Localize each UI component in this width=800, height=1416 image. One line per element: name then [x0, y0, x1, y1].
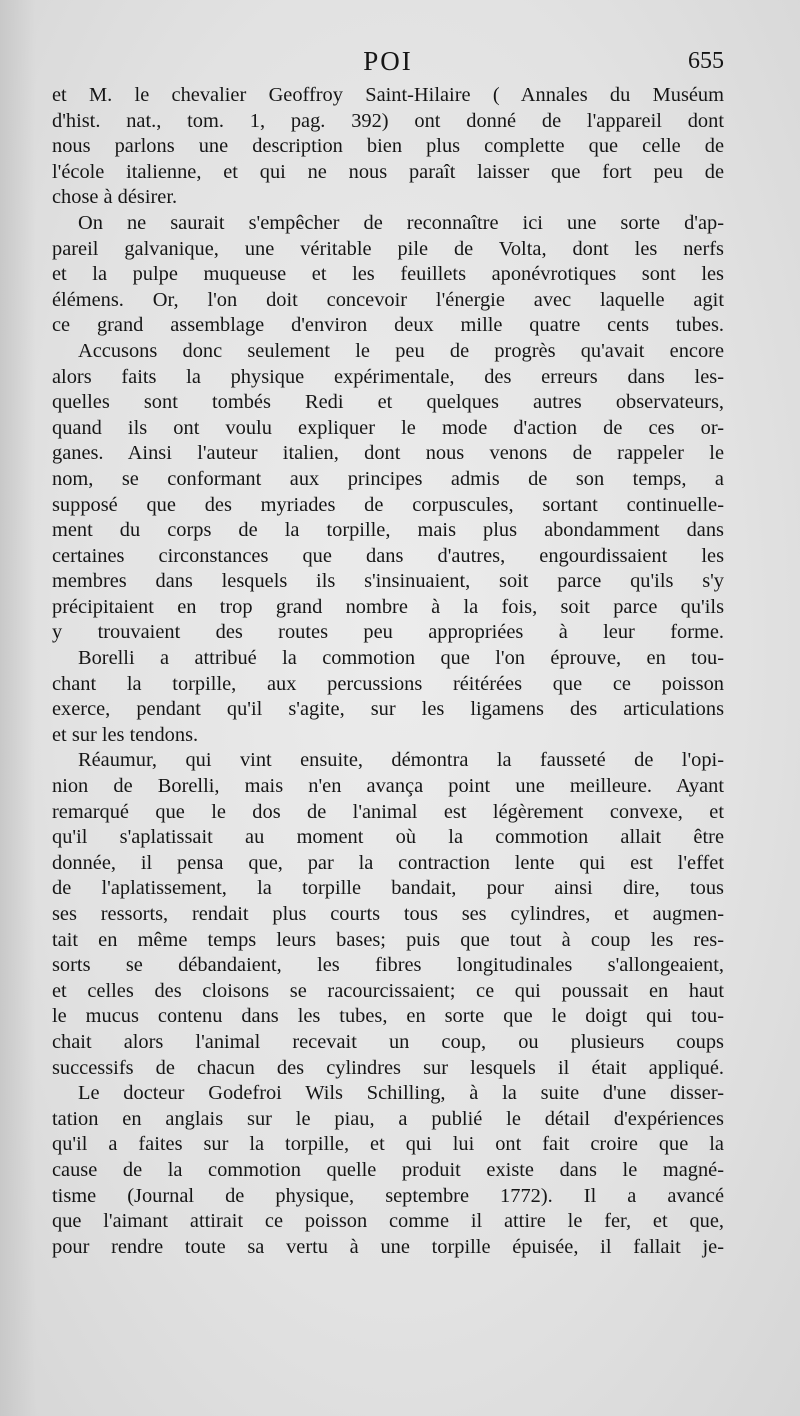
text-line: Borelli a attribué la commotion que l'on éprouve, en tou-: [78, 647, 724, 670]
text-line: qu'il s'aplatissait au moment où la commotion allait être: [52, 826, 724, 849]
text-line: le mucus contenu dans les tubes, en sorte que le doigt qui tou-: [52, 1005, 724, 1028]
text-line: qu'il a faites sur la torpille, et qui lui ont fait croire que la: [52, 1133, 724, 1156]
text-line: Accusons donc seulement le peu de progrès qu'avait encore: [78, 339, 724, 362]
text-line: l'école italienne, et qui ne nous paraît laisser que fort peu de: [52, 160, 724, 183]
text-line: membres dans lesquels ils s'insinuaient, soit parce qu'ils s'y: [52, 570, 724, 593]
text-line: certaines circonstances que dans d'autres, engourdissaient les: [52, 544, 724, 567]
text-line: d'hist. nat., tom. 1, pag. 392) ont donné de l'appareil dont: [52, 109, 724, 132]
paragraph: [52, 1081, 724, 1260]
text-line: chant la torpille, aux percussions réitérées que ce poisson: [52, 672, 724, 695]
running-head: POI: [363, 46, 413, 76]
paragraph: [52, 83, 724, 211]
text-line: élémens. Or, l'on doit concevoir l'énergie avec laquelle agit: [52, 288, 724, 311]
text-line: et la pulpe muqueuse et les feuillets aponévrotiques sont les: [52, 263, 724, 286]
text-line: remarqué que le dos de l'animal est légèrement convexe, et: [52, 800, 724, 823]
text-line: Réaumur, qui vint ensuite, démontra la fausseté de l'opi-: [78, 749, 724, 772]
text-line: nom, se conformant aux principes admis de son temps, a: [52, 467, 724, 490]
text-line: ment du corps de la torpille, mais plus abondamment dans: [52, 519, 724, 542]
text-line: alors faits la physique expérimentale, des erreurs dans les-: [52, 365, 724, 388]
text-line: y trouvaient des routes peu appropriées à leur forme.: [52, 621, 724, 644]
text-line: tait en même temps leurs bases; puis que tout à coup les res-: [52, 928, 724, 951]
page-gutter-shadow: [0, 0, 36, 1416]
text-line: tation en anglais sur le piau, a publié le détail d'expériences: [52, 1107, 724, 1130]
paragraph: [52, 211, 724, 339]
body-text: [52, 83, 724, 1260]
text-line: successifs de chacun des cylindres sur lesquels il était appliqué.: [52, 1056, 724, 1079]
text-line: et sur les tendons.: [52, 723, 199, 746]
text-line: cause de la commotion quelle produit existe dans le magné-: [52, 1158, 724, 1181]
text-line: pour rendre toute sa vertu à une torpille épuisée, il fallait je-: [52, 1235, 724, 1258]
text-line: quand ils ont voulu expliquer le mode d'action de ces or-: [52, 416, 724, 439]
text-line: nion de Borelli, mais n'en avança point une meilleure. Ayant: [52, 775, 724, 798]
text-line: quelles sont tombés Redi et quelques autres observateurs,: [52, 391, 724, 414]
text-line: et celles des cloisons se racourcissaient; ce qui poussait en haut: [52, 979, 724, 1002]
text-line: de l'aplatissement, la torpille bandait, pour ainsi dire, tous: [52, 877, 724, 900]
text-line: ganes. Ainsi l'auteur italien, dont nous venons de rappeler le: [52, 442, 724, 465]
text-line: sorts se débandaient, les fibres longitudinales s'allongeaient,: [52, 954, 724, 977]
text-line: donnée, il pensa que, par la contraction lente qui est l'effet: [52, 851, 724, 874]
text-line: précipitaient en trop grand nombre à la fois, soit parce qu'ils: [52, 595, 724, 618]
text-line: exerce, pendant qu'il s'agite, sur les ligamens des articulations: [52, 698, 724, 721]
text-line: Le docteur Godefroi Wils Schilling, à la suite d'une disser-: [78, 1082, 724, 1105]
text-line: ses ressorts, rendait plus courts tous ses cylindres, et augmen-: [52, 903, 724, 925]
text-line: et M. le chevalier Geoffroy Saint-Hilaire ( Annales du Muséum: [52, 84, 724, 106]
paragraph: [52, 646, 724, 748]
text-line: ce grand assemblage d'environ deux mille quatre cents tubes.: [52, 314, 724, 337]
text-line: chait alors l'animal recevait un coup, ou plusieurs coups: [52, 1030, 724, 1053]
page-header: [52, 46, 724, 82]
text-line: chose à désirer.: [52, 186, 178, 209]
text-line: On ne saurait s'empêcher de reconnaître ici une sorte d'ap-: [78, 211, 724, 234]
text-line: nous parlons une description bien plus complette que celle de: [52, 135, 724, 158]
text-line: tisme (Journal de physique, septembre 1772). Il a avancé: [52, 1184, 724, 1207]
text-line: que l'aimant attirait ce poisson comme il attire le fer, et que,: [52, 1210, 724, 1233]
text-line: supposé que des myriades de corpuscules, sortant continuelle-: [52, 493, 724, 516]
page-number: 655: [688, 48, 724, 74]
paragraph: [52, 339, 724, 646]
paragraph: [52, 748, 724, 1081]
text-line: pareil galvanique, une véritable pile de Volta, dont les nerfs: [52, 237, 724, 260]
